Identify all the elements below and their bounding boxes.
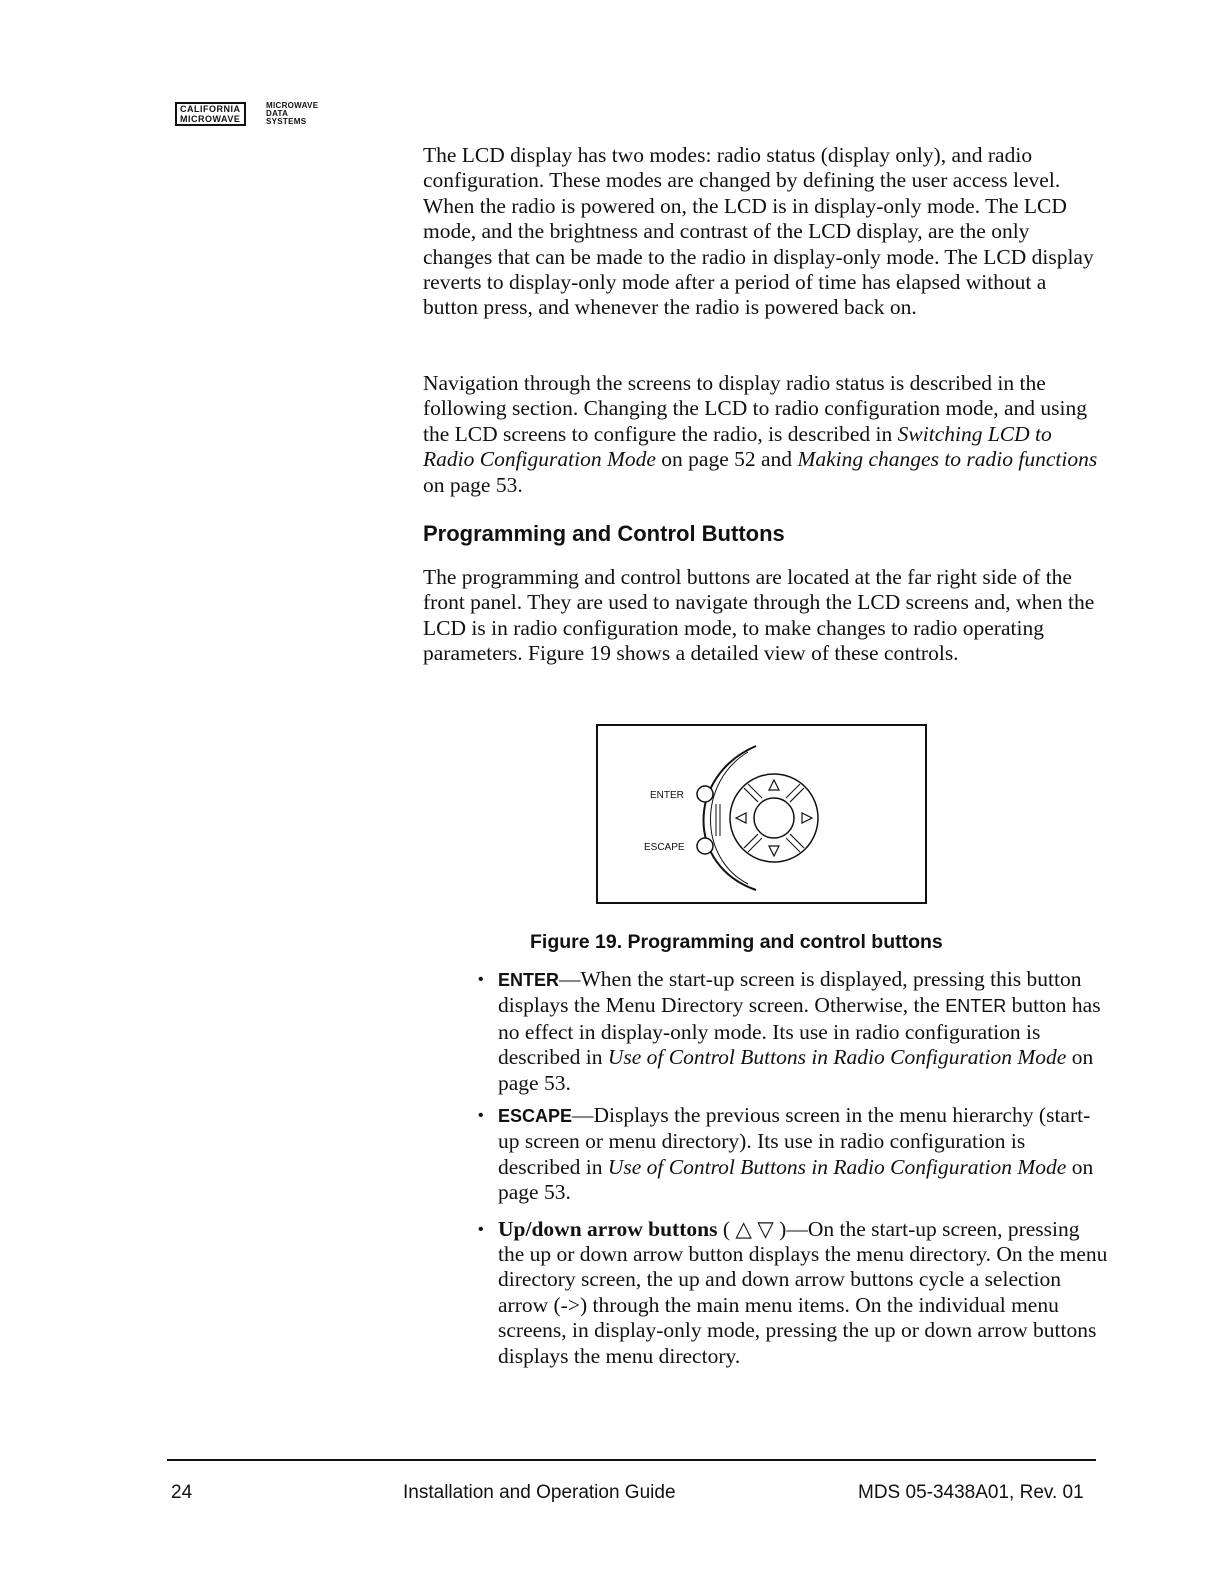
cross-reference-making-changes: Making changes to radio functions [797,447,1098,472]
bullet-dot: • [478,971,484,988]
escape-keyword: ESCAPE [498,1106,573,1127]
escape-button-label: ESCAPE [644,842,685,853]
up-down-arrow-icon: ( △ ▽ ) [717,1216,787,1241]
para2-text-c: on page 53. [423,472,523,497]
enter-keyword: ENTER [498,970,560,990]
escape-text-a: —Displays the previous screen in the menu hierarchy (start-up screen or menu directory). Its use in radio configuration is described in [498,1103,1091,1179]
para2-text-b: on page 52 and [655,447,798,472]
enter-button-label: ENTER [650,790,684,801]
footer-title: Installation and Operation Guide [403,1482,676,1503]
enter-text-c: on page 53. [498,1045,1094,1095]
control-buttons-illustration [598,726,929,906]
logo-mds [266,102,318,126]
enter-button [697,786,713,802]
figure-control-buttons [596,724,927,904]
escape-text-c: on page 53. [498,1154,1094,1205]
logo-box [175,102,246,126]
logo-line1: CALIFORNIA [180,104,241,114]
button-descriptions-list [470,967,1110,1369]
escape-button [697,838,713,854]
bullet-dot: • [478,1220,484,1238]
logo-right1: MICROWAVE [266,101,319,110]
logo-line2: MICROWAVE [180,114,241,124]
paragraph-navigation [423,371,1103,498]
enter-keyword-inline: ENTER [945,996,1007,1017]
list-item-up-down [470,1217,1110,1369]
logo-right3: SYSTEMS [266,117,307,126]
para2-text-a: Navigation through the screens to display radio status is described in the following section. Changing the LCD to radio configuration mode, and using the LCD screens to configure the radio, is described in [423,371,1088,446]
paragraph-lcd-modes: The LCD display has two modes: radio status (display only), and radio configuration. These modes are changed by defining the user access level. When the radio is powered on, the LCD is in display-only mode. The LCD mode, and the brightness and contrast of the LCD display, are the only changes that can be made to the radio in display-only mode. The LCD display reverts to display-only mode after a period of time has elapsed without a button press, and whenever the radio is powered back on. [423,143,1094,320]
cross-reference-switching-lcd: Switching LCD to Radio Configuration Mode [423,421,1052,472]
paragraph-buttons-location: The programming and control buttons are located at the far right side of the front panel. They are used to navigate through the LCD screens and, when the LCD is in radio configuration mode, to make changes to radio operating parameters. Figure 19 shows a detailed view of these controls. [423,565,1095,666]
bullet-dot: • [478,1107,484,1125]
enter-text-a: —When the start-up screen is displayed, pressing this button displays the Menu Directory screen. Otherwise, the [498,967,1082,1018]
footer-rule [167,1459,1096,1461]
company-logo [175,102,345,136]
list-item-escape [470,1103,1110,1206]
logo-right2: DATA [266,109,289,118]
cross-reference-control-buttons: Use of Control Buttons in Radio Configuration Mode [607,1045,1067,1070]
enter-text-b: button has no effect in display-only mode. Its use in radio configuration is described in [498,993,1101,1070]
section-heading: Programming and Control Buttons [423,521,785,546]
footer-page-number: 24 [171,1482,193,1503]
bezel-ridge [716,804,720,836]
footer-document-id: MDS 05-3438A01, Rev. 01 [858,1482,1084,1503]
direction-pad-center [754,798,794,838]
up-down-keyword: Up/down arrow buttons [498,1216,718,1241]
cross-reference-control-buttons: Use of Control Buttons in Radio Configuration Mode [607,1154,1067,1179]
up-down-text: —On the start-up screen, pressing the up or down arrow button displays the menu directory. On the menu directory screen, the up and down arrow buttons cycle a selection arrow (->) through the main menu items. On the individual menu screens, in display-only mode, pressing the up or down arrow buttons displays the menu directory. [498,1216,1108,1368]
list-item-enter [470,967,1110,1096]
figure-caption: Figure 19. Programming and control buttons [530,931,943,953]
